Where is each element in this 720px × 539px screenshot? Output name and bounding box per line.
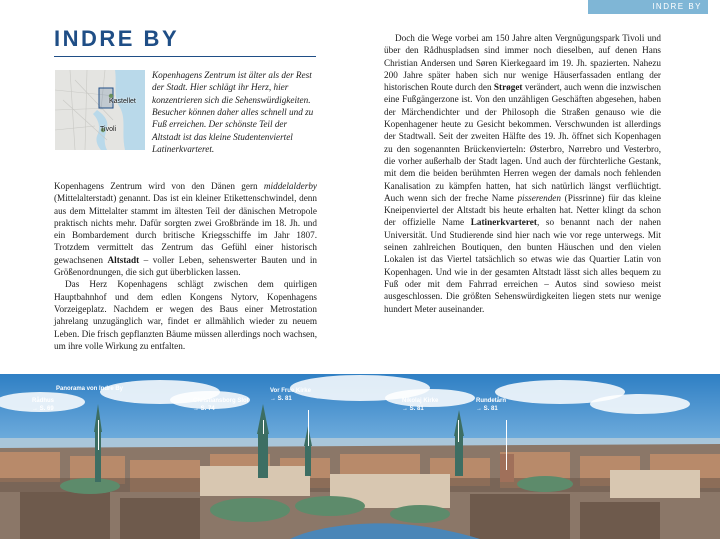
panorama-caption: Panorama von Indre By bbox=[56, 386, 124, 392]
right-paragraph bbox=[384, 32, 661, 315]
callout-name: Christiansborg Slot bbox=[193, 398, 249, 404]
map-label-kastellet: Kastellet bbox=[109, 98, 136, 105]
right-column bbox=[384, 32, 661, 315]
left-paragraph-2: Das Herz Kopenhagens schlägt zwischen dem quirligen Hauptbahnhof und dem edlen Kongens Nytorv, Kopenhagens Vorzeigeplatz. Nachdem er wegen des Baus einer Metrostation jahrelang unzugänglich war, findet er allmählich wieder zu neuem Leben. Die frisch gepflanzten Bäume müssen allerdings noch wachsen, um ihre volle Wirkung zu entfalten. bbox=[54, 279, 317, 351]
callout-line bbox=[506, 420, 507, 470]
bold-term: Strøget bbox=[493, 82, 523, 93]
text-run: (Mittelalterstadt) genannt. Das ist ein kleiner Etikettenschwindel, denn aus dem Mittelalter stammt im ältesten Teil der dänischen Metropole praktisch nichts mehr. Dafür sorgten zwei Großbrände im 18. Jh. und ein Bombardement durch britische Kriegsschiffe im Jahr 1807. Trotzdem vermittelt das Zentrum das Gefühl einer historisch gewachsenen bbox=[54, 193, 317, 265]
callout-line bbox=[263, 420, 264, 434]
page-title: INDRE BY bbox=[54, 26, 180, 51]
callout-name: Rådhus bbox=[32, 398, 55, 404]
callout-line bbox=[458, 420, 459, 442]
callout-page-ref: → S. 74 bbox=[193, 406, 215, 412]
callout-page-ref: → S. 69 bbox=[32, 406, 54, 412]
emphasis-term: pisserenden bbox=[517, 192, 561, 203]
locator-map-graphic bbox=[55, 70, 145, 150]
bold-term: Altstadt bbox=[107, 254, 140, 265]
text-run: Kopenhagens Zentrum wird von den Dänen gern bbox=[54, 181, 264, 191]
locator-map bbox=[55, 70, 145, 150]
callout-line bbox=[98, 420, 99, 450]
text-run: , so benannt nach der nahen Universität. Und Studierende sind hier nach wie vor rege unterwegs. Mit seinen zahlreichen Boutiquen, den bunten Häuschen und den vielen Lokalen ist das Viertel tatsächlich so etwas wie das Quartier Latin von Kopenhagen. Und wie in der gesamten Altstadt lässt sich alles bequem zu Fuß oder mit dem Fahrrad erreichen – Autos sind sowieso meist ausgeschlossen. Die größten Sehenswürdigkeiten liegen stets nur wenige hundert Meter auseinander. bbox=[384, 217, 661, 314]
running-head: INDRE BY bbox=[588, 0, 708, 14]
callout-page-ref: → S. 81 bbox=[402, 406, 424, 412]
callout-nikolaj-kirke bbox=[402, 398, 438, 412]
callout-rundetaarn bbox=[476, 398, 506, 412]
callout-name: Nikolaj Kirke bbox=[402, 398, 439, 404]
callout-christiansborg-slot bbox=[193, 398, 249, 412]
callout-name: Rundetårn bbox=[476, 398, 506, 404]
callout-name: Vor Frue Kirke bbox=[270, 388, 311, 394]
panorama-photo bbox=[0, 374, 720, 539]
callout-line bbox=[308, 410, 309, 446]
title-rule bbox=[54, 56, 316, 57]
text-run: – voller Leben, sehenswerter Bauten und in Größenordnungen, die sich gut überblicken lassen. bbox=[54, 254, 317, 278]
bold-term: Latinerkvarteret bbox=[470, 217, 537, 228]
text-run: Doch die Wege vorbei am 150 Jahre alten Vergnügungspark Tivoli und über den Rådhuspladsen sind immer noch dieselben, auf denen Hans Christian Andersen und Søren Kierkegaard im 19. Jh. spazierten. Nahezu 200 Jahre später haben sich nur wenige Häuserfassaden entlang der historischen Route durch den bbox=[384, 33, 661, 93]
intro-text: Kopenhagens Zentrum ist älter als der Rest der Stadt. Hier schlägt ihr Herz, hier konzentrieren sich die Sehenswürdigkeiten. Besucher können daher alles schnell und zu Fuß erreichen. Der schönste Teil der Altstadt ist das kleine Studentenviertel Latinerkvarteret. bbox=[152, 70, 314, 155]
text-run: (Pissrinne) für das kleine Kneipenviertel der Altstadt bis heute erhalten hat. Netter klingt da schon der offizielle Name bbox=[384, 192, 662, 228]
map-label-tivoli: Tivoli bbox=[100, 126, 117, 133]
callout-page-ref: → S. 81 bbox=[270, 396, 292, 402]
panorama-illustration bbox=[0, 374, 720, 539]
left-paragraph-1 bbox=[54, 180, 317, 278]
callout-vor-frue-kirke bbox=[270, 388, 311, 402]
emphasis-term: middelalderby bbox=[263, 181, 317, 191]
callout-page-ref: → S. 81 bbox=[476, 406, 498, 412]
callout-raadhus bbox=[32, 398, 54, 412]
left-column bbox=[54, 180, 317, 352]
text-run: verändert, auch wenn die inzwischen eine Fußgängerzone ist. Von den unzähligen Geschäften abgesehen, haben der Märchendichter und der Philosoph die Straßen genauso wie die Kopenhagener heute zu Gesicht bekommen. Verschwunden ist allerdings der Stadtwall. Seit der zweiten Hälfte des 19. Jh. öffnet sich Kopenhagen zu den sogenannten Brückenvierteln: Østerbro, Nørrebro und Vesterbro, die vorher außerhalb der Stadt lagen. Und auch der fürchterliche Gestank, mit dem die beiden berühmten Herren wegen der damals noch fehlenden Kanalisation zu kämpfen hatten, hat sich natürlich längst verflüchtigt. Auch wenn sich der freche Name bbox=[384, 82, 662, 203]
